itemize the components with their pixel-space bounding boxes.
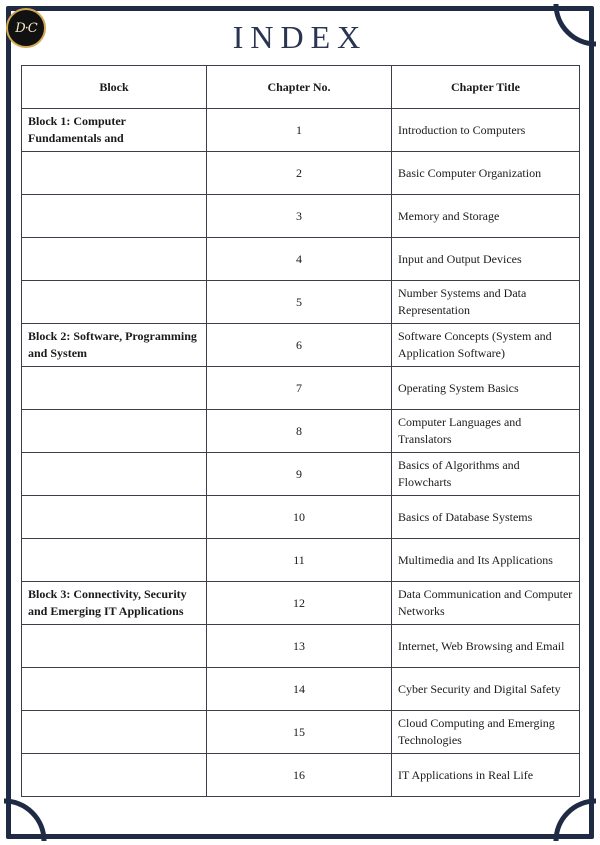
block-cell	[22, 453, 207, 496]
chapter-title-cell: Software Concepts (System and Application Software)	[392, 324, 580, 367]
table-row	[22, 324, 580, 367]
chapter-title-cell: Multimedia and Its Applications	[392, 539, 580, 582]
index-table	[21, 65, 580, 797]
chapter-title-cell: Introduction to Computers	[392, 109, 580, 152]
table-row	[22, 539, 580, 582]
table-row	[22, 625, 580, 668]
table-row	[22, 711, 580, 754]
chapter-number-cell: 12	[207, 582, 392, 625]
block-cell	[22, 367, 207, 410]
chapter-number-cell: 15	[207, 711, 392, 754]
block-cell	[22, 410, 207, 453]
chapter-number-cell: 16	[207, 754, 392, 797]
block-cell: Block 1: Computer Fundamentals and	[22, 109, 207, 152]
block-cell	[22, 754, 207, 797]
chapter-title-cell: Basic Computer Organization	[392, 152, 580, 195]
block-cell	[22, 496, 207, 539]
table-row	[22, 754, 580, 797]
chapter-title-cell: Data Communication and Computer Networks	[392, 582, 580, 625]
table-row	[22, 367, 580, 410]
corner-ornament-bottom-right	[552, 797, 600, 845]
block-cell	[22, 539, 207, 582]
chapter-number-cell: 8	[207, 410, 392, 453]
chapter-title-cell: Basics of Database Systems	[392, 496, 580, 539]
block-cell	[22, 281, 207, 324]
chapter-title-cell: Number Systems and Data Representation	[392, 281, 580, 324]
logo-text: D·C	[15, 20, 37, 36]
header-chapter-title: Chapter Title	[392, 66, 580, 109]
table-row	[22, 668, 580, 711]
logo	[6, 8, 46, 48]
table-row	[22, 281, 580, 324]
chapter-title-cell: Operating System Basics	[392, 367, 580, 410]
chapter-number-cell: 10	[207, 496, 392, 539]
block-cell: Block 3: Connectivity, Security and Emerging IT Applications	[22, 582, 207, 625]
table-row	[22, 453, 580, 496]
chapter-number-cell: 2	[207, 152, 392, 195]
chapter-number-cell: 9	[207, 453, 392, 496]
chapter-number-cell: 14	[207, 668, 392, 711]
header-block: Block	[22, 66, 207, 109]
table-row	[22, 410, 580, 453]
table-row	[22, 238, 580, 281]
block-cell	[22, 152, 207, 195]
chapter-number-cell: 4	[207, 238, 392, 281]
chapter-number-cell: 13	[207, 625, 392, 668]
table-row	[22, 582, 580, 625]
block-cell	[22, 238, 207, 281]
chapter-title-cell: Computer Languages and Translators	[392, 410, 580, 453]
chapter-title-cell: Internet, Web Browsing and Email	[392, 625, 580, 668]
table-header-row	[22, 66, 580, 109]
block-cell	[22, 668, 207, 711]
block-cell	[22, 711, 207, 754]
chapter-number-cell: 11	[207, 539, 392, 582]
table-row	[22, 109, 580, 152]
header-chapter-no: Chapter No.	[207, 66, 392, 109]
chapter-number-cell: 7	[207, 367, 392, 410]
chapter-number-cell: 5	[207, 281, 392, 324]
chapter-number-cell: 3	[207, 195, 392, 238]
chapter-number-cell: 6	[207, 324, 392, 367]
corner-ornament-bottom-left	[0, 797, 48, 845]
table-row	[22, 152, 580, 195]
page-title: INDEX	[232, 19, 368, 55]
chapter-title-cell: Cloud Computing and Emerging Technologies	[392, 711, 580, 754]
block-cell: Block 2: Software, Programming and System	[22, 324, 207, 367]
chapter-title-cell: Input and Output Devices	[392, 238, 580, 281]
chapter-title-cell: Basics of Algorithms and Flowcharts	[392, 453, 580, 496]
chapter-title-cell: Memory and Storage	[392, 195, 580, 238]
block-cell	[22, 625, 207, 668]
chapter-title-cell: Cyber Security and Digital Safety	[392, 668, 580, 711]
table-row	[22, 496, 580, 539]
table-row	[22, 195, 580, 238]
chapter-title-cell: IT Applications in Real Life	[392, 754, 580, 797]
chapter-number-cell: 1	[207, 109, 392, 152]
block-cell	[22, 195, 207, 238]
